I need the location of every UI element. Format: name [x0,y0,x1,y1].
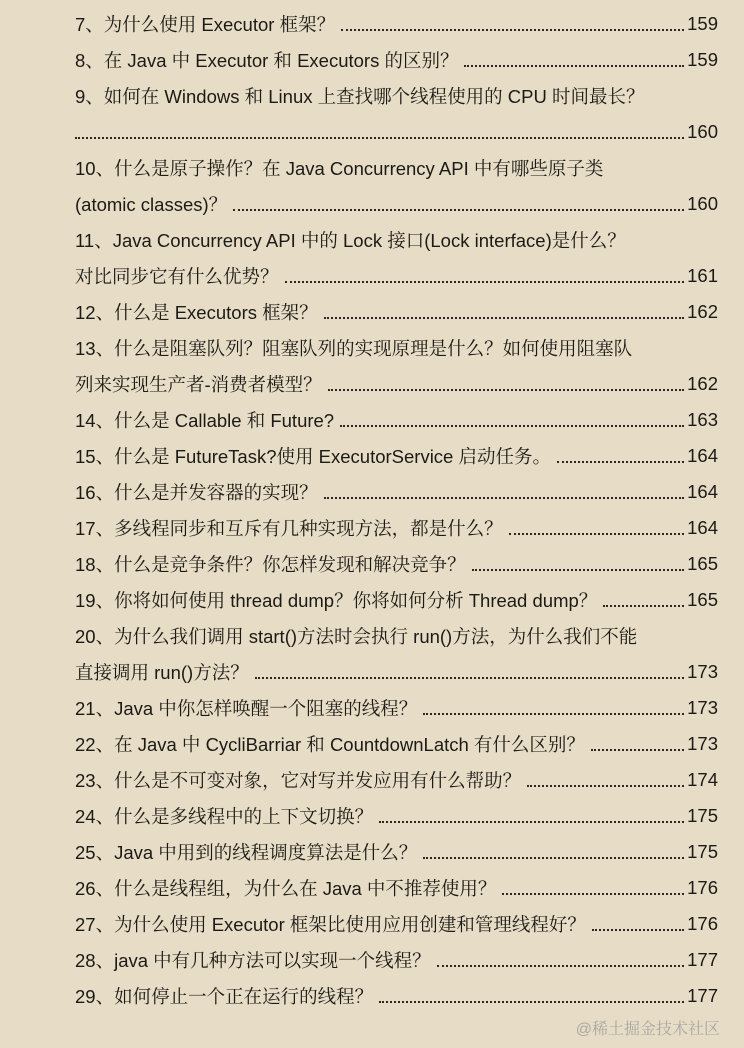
toc-entry[interactable] [75,906,718,942]
dot-leader [464,65,684,67]
toc-line [75,78,718,114]
toc-entry-title: 19、你将如何使用 thread dump？你将如何分析 Thread dump？ [75,590,598,611]
toc-line [75,258,718,294]
toc-entry[interactable] [75,150,718,222]
page-number: 173 [687,661,718,682]
dot-leader [591,749,684,751]
toc-entry[interactable] [75,438,718,474]
page-number: 164 [687,445,718,466]
toc-entry-title: 20、为什么我们调用 start()方法时会执行 run()方法，为什么我们不能 [75,626,638,647]
toc-entry[interactable] [75,834,718,870]
toc-entry-title: 13、什么是阻塞队列？阻塞队列的实现原理是什么？如何使用阻塞队 [75,338,633,359]
toc-entry[interactable] [75,690,718,726]
toc-entry[interactable] [75,294,718,330]
toc-line [75,474,718,510]
toc-line [75,6,718,42]
page-number: 175 [687,805,718,826]
toc-entry[interactable] [75,978,718,1014]
dot-leader [379,1001,684,1003]
toc-entry-title: 直接调用 run()方法？ [75,662,249,683]
page-number: 165 [687,589,718,610]
toc-line [75,834,718,870]
toc-entry-title: 29、如何停止一个正在运行的线程？ [75,986,374,1007]
toc-line [75,690,718,726]
toc-entry-title: 14、什么是 Callable 和 Future? [75,410,335,431]
toc-line [75,510,718,546]
dot-leader [557,461,684,463]
toc-entry-title: 28、java 中有几种方法可以实现一个线程？ [75,950,431,971]
toc-entry-title: 22、在 Java 中 CycliBarriar 和 CountdownLatch 有什么区别？ [75,734,585,755]
toc-entry[interactable] [75,6,718,42]
toc-entry-title: 26、什么是线程组，为什么在 Java 中不推荐使用？ [75,878,497,899]
toc-entry[interactable] [75,582,718,618]
toc-entry[interactable] [75,510,718,546]
toc-entry-title: 25、Java 中用到的线程调度算法是什么？ [75,842,418,863]
page-number: 159 [687,13,718,34]
dot-leader [592,929,684,931]
toc-line [75,438,718,474]
dot-leader [75,137,684,139]
dot-leader [423,713,684,715]
page-number: 162 [687,373,718,394]
dot-leader [437,965,684,967]
toc-line [75,906,718,942]
dot-leader [328,389,684,391]
toc-line [75,186,718,222]
page-number: 177 [687,949,718,970]
toc-entry[interactable] [75,726,718,762]
page-number: 164 [687,481,718,502]
toc-entry-title: 对比同步它有什么优势？ [75,266,279,287]
dot-leader [527,785,684,787]
dot-leader [423,857,684,859]
toc-entry[interactable] [75,798,718,834]
page-number: 173 [687,697,718,718]
toc-line [75,762,718,798]
toc-entry-title: 15、什么是 FutureTask?使用 ExecutorService 启动任务。 [75,446,551,467]
table-of-contents [75,6,718,1014]
toc-line [75,366,718,402]
page-number: 176 [687,877,718,898]
page-number: 175 [687,841,718,862]
toc-entry-title: 8、在 Java 中 Executor 和 Executors 的区别？ [75,50,459,71]
toc-entry[interactable] [75,222,718,294]
page-number: 163 [687,409,718,430]
toc-entry[interactable] [75,42,718,78]
watermark: @稀土掘金技术社区 [575,1021,720,1038]
page-number: 174 [687,769,718,790]
dot-leader [324,497,685,499]
toc-entry-title: 27、为什么使用 Executor 框架比使用应用创建和管理线程好？ [75,914,586,935]
toc-entry[interactable] [75,78,718,150]
toc-line [75,150,718,186]
dot-leader [233,209,684,211]
toc-line [75,654,718,690]
toc-entry-title: 24、什么是多线程中的上下文切换？ [75,806,374,827]
toc-entry[interactable] [75,546,718,582]
dot-leader [379,821,684,823]
toc-entry[interactable] [75,762,718,798]
dot-leader [255,677,684,679]
toc-line [75,546,718,582]
dot-leader [340,425,684,427]
dot-leader [341,29,684,31]
toc-line [75,618,718,654]
toc-entry[interactable] [75,942,718,978]
page-number: 159 [687,49,718,70]
page-number: 173 [687,733,718,754]
toc-entry-title: (atomic classes)？ [75,194,228,215]
page-number: 165 [687,553,718,574]
page-number: 161 [687,265,718,286]
toc-line [75,402,718,438]
page-number: 162 [687,301,718,322]
toc-entry-title: 7、为什么使用 Executor 框架？ [75,14,336,35]
page-number: 160 [687,121,718,142]
dot-leader [472,569,685,571]
toc-entry-title: 16、什么是并发容器的实现？ [75,482,318,503]
dot-leader [603,605,684,607]
dot-leader [285,281,685,283]
toc-entry-title: 17、多线程同步和互斥有几种实现方法，都是什么？ [75,518,503,539]
toc-line [75,294,718,330]
toc-entry[interactable] [75,870,718,906]
toc-entry[interactable] [75,330,718,402]
toc-entry-title: 12、什么是 Executors 框架？ [75,302,318,323]
toc-line [75,978,718,1014]
page-number: 177 [687,985,718,1006]
toc-entry[interactable] [75,402,718,438]
toc-line [75,222,718,258]
toc-entry[interactable] [75,474,718,510]
toc-entry[interactable] [75,618,718,690]
toc-entry-title: 列来实现生产者-消费者模型？ [75,374,322,395]
dot-leader [509,533,685,535]
toc-entry-title: 11、Java Concurrency API 中的 Lock 接口(Lock interface)是什么？ [75,230,626,251]
toc-line [75,726,718,762]
toc-line [75,114,718,150]
toc-line [75,330,718,366]
toc-entry-title: 18、什么是竞争条件？你怎样发现和解决竞争？ [75,554,466,575]
toc-entry-title: 9、如何在 Windows 和 Linux 上查找哪个线程使用的 CPU 时间最长？ [75,86,645,107]
toc-line [75,582,718,618]
toc-entry-title: 23、什么是不可变对象，它对写并发应用有什么帮助？ [75,770,522,791]
toc-line [75,798,718,834]
toc-line [75,42,718,78]
dot-leader [502,893,684,895]
toc-line [75,942,718,978]
page-number: 176 [687,913,718,934]
toc-entry-title: 10、什么是原子操作？在 Java Concurrency API 中有哪些原子类 [75,158,604,179]
toc-entry-title: 21、Java 中你怎样唤醒一个阻塞的线程？ [75,698,418,719]
dot-leader [324,317,685,319]
page-number: 164 [687,517,718,538]
page-number: 160 [687,193,718,214]
toc-line [75,870,718,906]
